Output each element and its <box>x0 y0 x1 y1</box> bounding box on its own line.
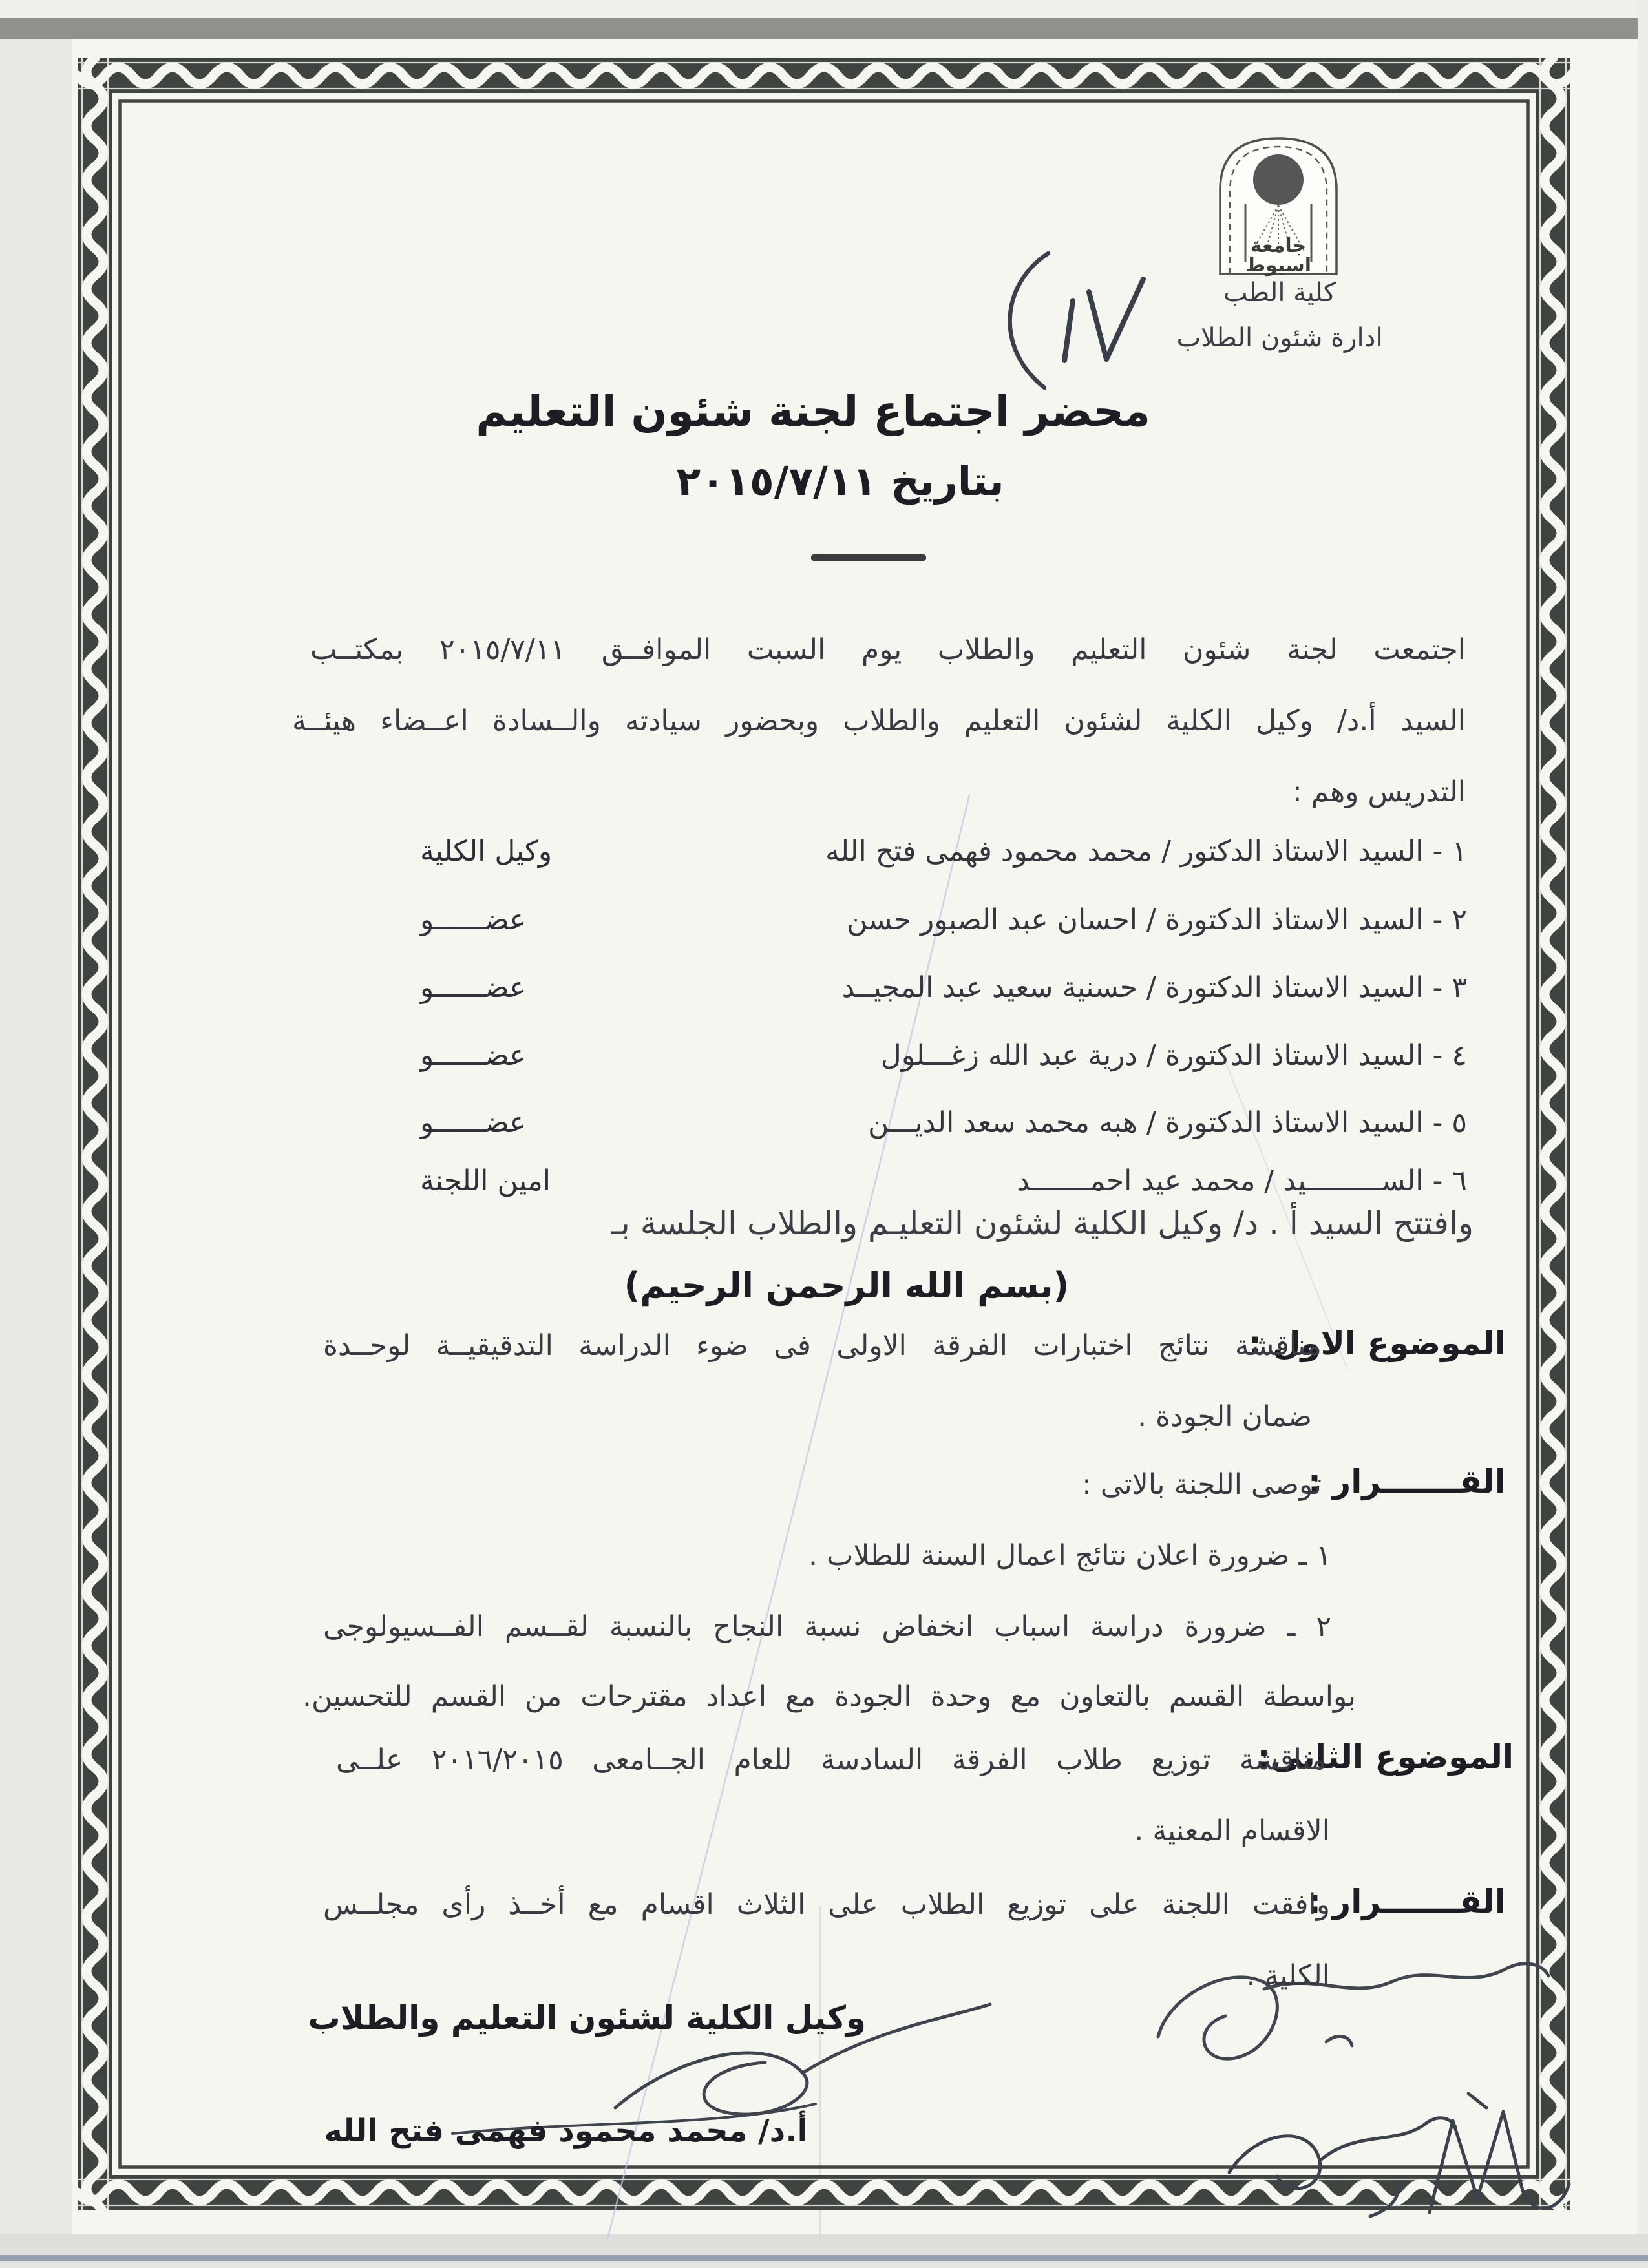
logo-text-line1: جامعة <box>1250 235 1307 257</box>
attendee-entry: ١ - السيد الاستاذ الدكتور / محمد محمود فهمى فتح الله <box>825 835 1467 868</box>
section-label-topic-1: الموضوع الاول : <box>1248 1325 1506 1362</box>
attendee-entry: ٣ - السيد الاستاذ الدكتورة / حسنية سعيد عبد المجيــد <box>841 971 1467 1004</box>
attendee-row <box>420 903 1467 938</box>
intro-line-2: السيد أ.د/ وكيل الكلية لشئون التعليم والطلاب وبحضور سيادته والــسادة اعــضاء هيئــة <box>292 704 1466 737</box>
document-title-line1: محضر اجتماع لجنة شئون التعليم <box>476 386 1150 436</box>
scan-bottom-line <box>0 2255 1648 2261</box>
intro-line-3: التدريس وهم : <box>1292 775 1466 808</box>
decision-1-item-2-cont: بواسطة القسم بالتعاون مع وحدة الجودة مع اعداد مقترحات من القسم للتحسين. <box>302 1680 1356 1713</box>
topic-2-line-2: الاقسام المعنية . <box>1134 1814 1330 1847</box>
university-logo <box>1210 128 1347 278</box>
decision-1-item-1: ١ ـ ضرورة اعلان نتائج اعمال السنة للطلاب . <box>808 1539 1331 1572</box>
decision-1-item-2: ٢ ـ ضرورة دراسة اسباب انخفاض نسبة النجاح بالنسبة لقــسم الفــسيولوجى <box>323 1610 1331 1643</box>
decision-2-line-1: وافقت اللجنة على توزيع الطلاب على الثلاث اقسام مع أخــذ رأى مجلــس <box>323 1888 1330 1921</box>
signatory-title: وكيل الكلية لشئون التعليم والطلاب <box>308 1999 866 2037</box>
administration-name: ادارة شئون الطلاب <box>1176 323 1383 353</box>
section-label-topic-2: الموضوع الثانى: <box>1257 1738 1514 1776</box>
faculty-name: كلية الطب <box>1223 278 1336 308</box>
signatory-name: أ.د/ محمد محمود فهمى فتح الله <box>324 2113 808 2149</box>
title-underline <box>811 554 926 561</box>
basmala: (بسم الله الرحمن الرحيم) <box>624 1265 1070 1306</box>
attendee-row <box>420 971 1467 1005</box>
decision-1-line-1: توصى اللجنة بالاتى : <box>1082 1468 1322 1501</box>
attendee-role: عضــــــو <box>420 971 527 1004</box>
scan-bottom-under <box>0 2261 1648 2268</box>
scan-edge-left <box>0 0 72 2268</box>
attendee-role: عضــــــو <box>420 1106 527 1139</box>
attendee-entry: ٤ - السيد الاستاذ الدكتورة / درية عبد الله زغـــلول <box>880 1039 1467 1072</box>
attendee-row <box>420 1106 1467 1140</box>
attendee-entry: ٢ - السيد الاستاذ الدكتورة / احسان عبد الصبور حسن <box>847 903 1467 936</box>
section-label-decision-2: القـــــــرار : <box>1308 1883 1506 1920</box>
scan-edge-top <box>0 0 1648 18</box>
attendee-role: امين اللجنة <box>420 1164 551 1197</box>
attendee-role: عضــــــو <box>420 1039 527 1072</box>
attendee-entry: ٦ - الســـــــــيد / محمد عيد احمـــــــد <box>1017 1164 1467 1197</box>
scan-shadow-band-top <box>0 18 1648 39</box>
attendee-role: وكيل الكلية <box>420 835 553 868</box>
topic-2-line-1: مناقشة توزيع طلاب الفرقة السادسة للعام الجــامعى ٢٠١٦/٢٠١٥ علــى <box>336 1743 1327 1776</box>
attendee-row <box>420 1164 1467 1199</box>
attendee-entry: ٥ - السيد الاستاذ الدكتورة / هبه محمد سعد الديـــن <box>868 1106 1467 1139</box>
section-label-decision-1: القـــــــرار : <box>1308 1463 1506 1500</box>
attendee-role: عضــــــو <box>420 903 527 936</box>
session-opening-line: وافتتح السيد أ . د/ وكيل الكلية لشئون التعليـم والطلاب الجلسة بـ <box>611 1204 1474 1242</box>
intro-line-1: اجتمعت لجنة شئون التعليم والطلاب يوم السبت الموافــق ٢٠١٥/٧/١١ بمكتــب <box>310 633 1466 666</box>
topic-1-line-1: مناقشة نتائج اختبارات الفرقة الاولى فى ضوء الدراسة التدقيقيــة لوحــدة <box>323 1329 1322 1362</box>
attendee-row <box>420 1039 1467 1073</box>
attendee-row <box>420 835 1467 869</box>
topic-1-line-2: ضمان الجودة . <box>1137 1400 1312 1433</box>
document-title-line2: بتاريخ ٢٠١٥/٧/١١ <box>676 457 1004 505</box>
decision-2-line-2: الكلية . <box>1246 1959 1330 1992</box>
scan-edge-right <box>1638 0 1648 2268</box>
logo-text-line2: اسيوط <box>1245 254 1311 277</box>
